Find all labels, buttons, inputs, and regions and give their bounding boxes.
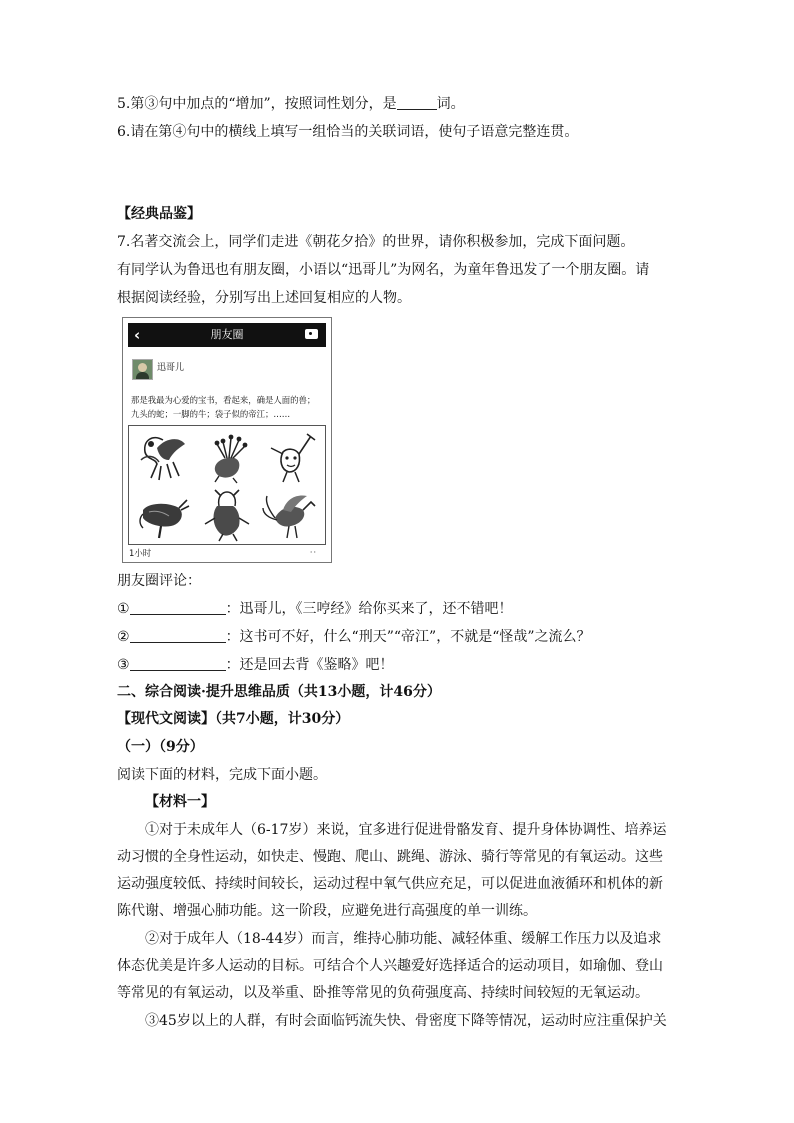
question-5 [117, 94, 465, 114]
paragraph-3-line: ③45岁以上的人群，有时会面临钙流失快、骨密度下降等情况，运动时应注重保护关 [145, 1013, 667, 1029]
comment-number: ② [117, 629, 130, 645]
answer-blank[interactable] [130, 656, 226, 671]
winged-beast-image [133, 430, 193, 484]
question-7-line2: 有同学认为鲁迅也有朋友圈，小语以“迅哥儿”为网名，为童年鲁迅发了一个朋友圈。请 [117, 262, 650, 278]
post-text-line1: 那是我最为心爱的宝书，看起来，确是人面的兽； [131, 395, 316, 405]
paragraph-1-line: 动习惯的全身性运动，如快走、慢跑、爬山、跳绳、游泳、骑行等常见的有氧运动。这些 [117, 849, 663, 865]
paragraph-1-line: 运动强度较低、持续时间较长，运动过程中氧气供应充足，可以促进血液循环和机体的新 [117, 876, 663, 892]
post-image-grid [128, 425, 326, 545]
post-text-line2: 九头的蛇；一脚的牛；袋子似的帝江；…… [131, 409, 291, 419]
question-5-text: 5.第③句中加点的“增加”，按照词性划分，是 [117, 96, 397, 112]
camera-icon[interactable] [305, 329, 318, 339]
paragraph-1-line: ①对于未成年人（6-17岁）来说，宜多进行促进骨骼发育、提升身体协调性、培养运 [145, 822, 667, 838]
more-icon[interactable]: ·· [309, 548, 317, 557]
comment-number: ① [117, 601, 130, 617]
comment-text: ：这书可不好，什么“刑天”“帝江”，不就是“怪哉”之流么？ [225, 629, 591, 645]
nine-headed-bird-image [197, 430, 257, 484]
question-6: 6.请在第④句中的横线上填写一组恰当的关联词语，使句子语意完整连贯。 [117, 124, 579, 140]
reading-instruction: 阅读下面的材料，完成下面小题。 [117, 767, 327, 783]
section-classic-heading: 【经典品鉴】 [117, 206, 201, 222]
material-1-heading: 【材料一】 [145, 794, 215, 810]
comment-row [117, 599, 513, 619]
answer-blank[interactable] [130, 600, 226, 615]
answer-blank[interactable] [397, 95, 437, 110]
post-time: 1小时 [129, 548, 152, 558]
moments-header-bar [128, 323, 326, 347]
one-legged-ox-image [133, 488, 193, 542]
moments-screenshot [122, 317, 332, 563]
headless-xingtian-image [261, 430, 321, 484]
paragraph-2-line: ②对于成年人（18-44岁）而言，维持心肺功能、减轻体重、缓解工作压力以及追求 [145, 931, 662, 947]
moments-title: 朋友圈 [210, 328, 244, 341]
comment-row [117, 655, 394, 675]
subsection-1-heading: （一）（9分） [117, 739, 204, 755]
comment-number: ③ [117, 657, 130, 673]
paragraph-1-line: 陈代谢、增强心肺功能。这一阶段，应避免进行高强度的单一训练。 [117, 903, 537, 919]
question-7-line3: 根据阅读经验，分别写出上述回复相应的人物。 [117, 290, 411, 306]
question-7-line1: 7.名著交流会上，同学们走进《朝花夕拾》的世界，请你积极参加，完成下面问题。 [117, 234, 635, 250]
paragraph-2-line: 体态优美是许多人运动的目标。可结合个人兴趣爱好选择适合的运动项目，如瑜伽、登山 [117, 958, 663, 974]
comments-title: 朋友圈评论： [117, 573, 201, 589]
avatar [132, 359, 153, 380]
phoenix-bird-image [261, 488, 321, 542]
question-5-end: 词。 [436, 96, 465, 112]
modern-reading-heading: 【现代文阅读】（共7小题，计30分） [117, 711, 350, 727]
back-arrow-icon[interactable]: ‹ [134, 326, 141, 344]
username: 迅哥儿 [157, 363, 185, 373]
answer-blank[interactable] [130, 628, 226, 643]
part-2-heading: 二、综合阅读·提升思维品质（共13小题，计46分） [117, 684, 441, 700]
horned-monster-image [197, 488, 257, 542]
comment-text: ：还是回去背《鉴略》吧！ [225, 657, 394, 673]
comment-text: ：迅哥儿，《三哼经》给你买来了，还不错吧！ [225, 601, 513, 617]
paragraph-2-line: 等常见的有氧运动，以及举重、卧推等常见的负荷强度高、持续时间较短的无氧运动。 [117, 985, 649, 1001]
comment-row [117, 627, 591, 647]
